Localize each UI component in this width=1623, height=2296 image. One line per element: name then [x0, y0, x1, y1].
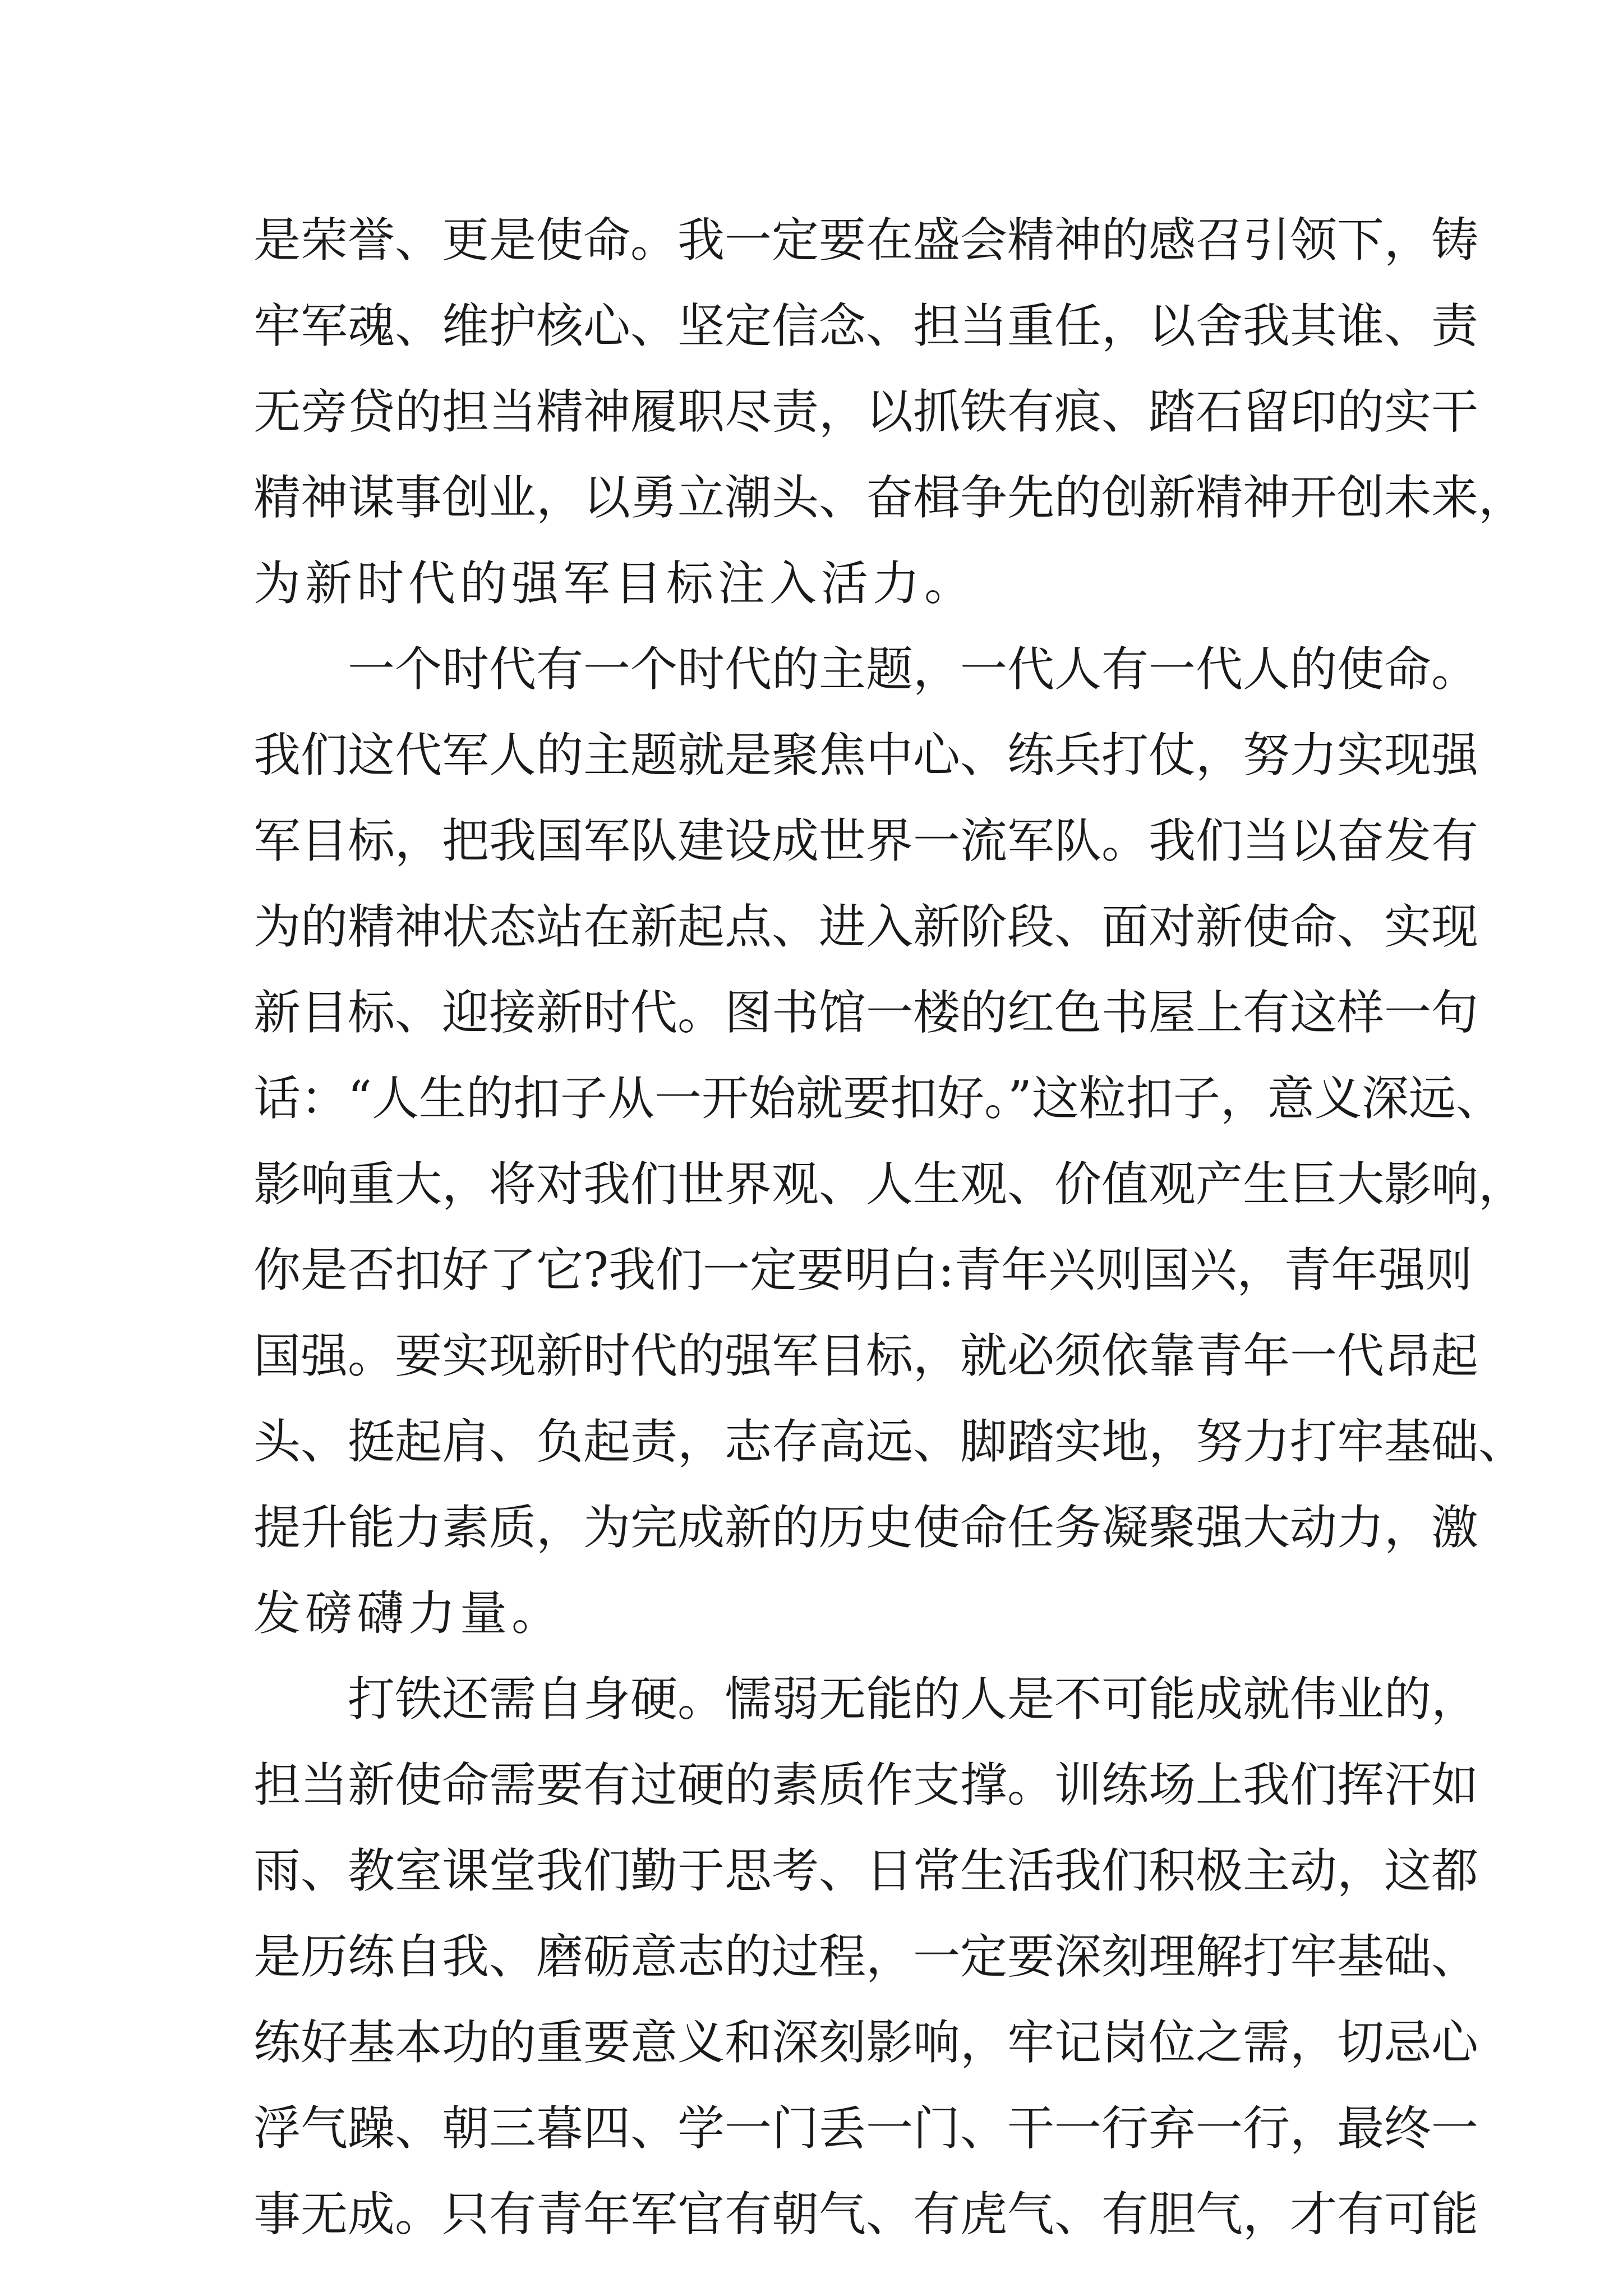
text-line: 新目标、迎接新时代。图书馆一楼的红色书屋上有这样一句 [253, 985, 1479, 1040]
body-text [253, 197, 1526, 2257]
text-line: 话：“人生的扣子从一开始就要扣好。”这粒扣子，意义深远、 [253, 1071, 1503, 1126]
text-line: 国强。要实现新时代的强军目标，就必须依靠青年一代昂起 [253, 1328, 1479, 1383]
text-line: 头、挺起肩、负起责，志存高远、脚踏实地，努力打牢基础、 [253, 1414, 1526, 1469]
text-line: 练好基本功的重要意义和深刻影响，牢记岗位之需，切忌心 [253, 2015, 1479, 2070]
text-line: 发磅礴力量。 [253, 1586, 564, 1641]
text-line: 浮气躁、朝三暮四、学一门丢一门、干一行弃一行，最终一 [253, 2101, 1479, 2156]
text-line: 雨、教室课堂我们勤于思考、日常生活我们积极主动，这都 [253, 1843, 1479, 1898]
text-line: 打铁还需自身硬。懦弱无能的人是不可能成就伟业的， [348, 1672, 1479, 1727]
text-line: 为新时代的强军目标注入活力。 [253, 556, 976, 611]
text-line: 你是否扣好了它?我们一定要明白:青年兴则国兴，青年强则 [253, 1243, 1473, 1297]
text-line: 影响重大，将对我们世界观、人生观、价值观产生巨大影响， [253, 1157, 1526, 1212]
text-line: 是荣誉、更是使命。我一定要在盛会精神的感召引领下，铸 [253, 213, 1479, 268]
text-line: 是历练自我、磨砺意志的过程，一定要深刻理解打牢基础、 [253, 1929, 1479, 1984]
text-line: 精神谋事创业，以勇立潮头、奋楫争先的创新精神开创未来， [253, 470, 1526, 525]
text-line: 无旁贷的担当精神履职尽责，以抓铁有痕、踏石留印的实干 [253, 384, 1479, 439]
text-line: 为的精神状态站在新起点、进入新阶段、面对新使命、实现 [253, 899, 1479, 954]
text-line: 我们这代军人的主题就是聚焦中心、练兵打仗，努力实现强 [253, 728, 1479, 783]
text-line: 担当新使命需要有过硬的素质作支撑。训练场上我们挥汗如 [253, 1757, 1479, 1812]
text-line: 事无成。只有青年军官有朝气、有虎气、有胆气，才有可能 [253, 2187, 1479, 2242]
text-line: 军目标，把我国军队建设成世界一流军队。我们当以奋发有 [253, 813, 1479, 868]
text-line: 提升能力素质，为完成新的历史使命任务凝聚强大动力，激 [253, 1500, 1479, 1555]
text-line: 牢军魂、维护核心、坚定信念、担当重任，以舍我其谁、责 [253, 298, 1479, 353]
text-line: 一个时代有一个时代的主题，一代人有一代人的使命。 [348, 642, 1479, 697]
